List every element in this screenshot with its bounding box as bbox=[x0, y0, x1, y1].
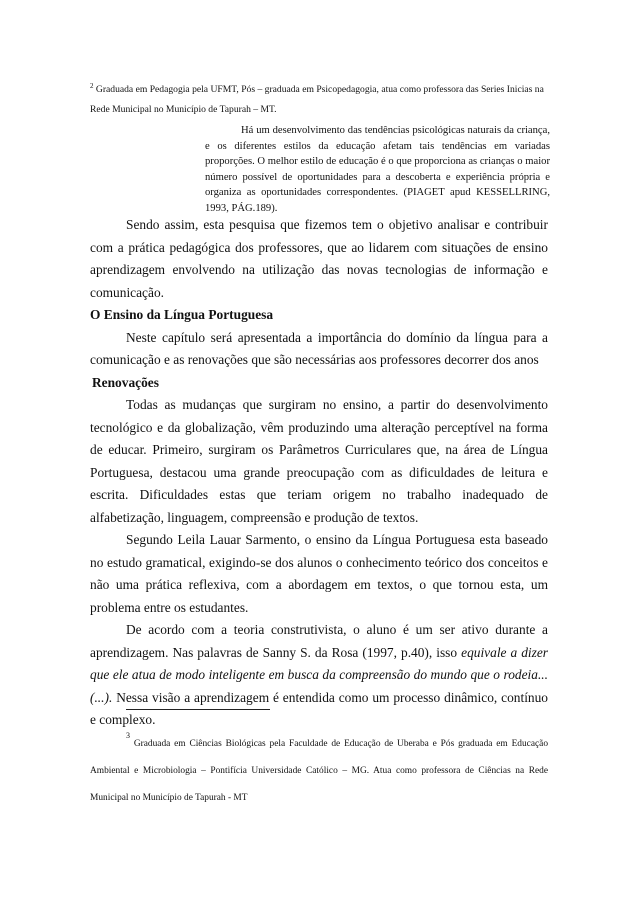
footnote-text: Graduada em Pedagogia pela UFMT, Pós – graduada em Psicopedagogia, atua como professora das Series Inicias na Rede Municipal no Município de Tapurah – MT. bbox=[90, 84, 544, 116]
quote-text: Há um desenvolvimento das tendências psicológicas naturais da criança, e os diferentes estilos da educação afetam tais tendências em variadas proporções. O melhor estilo de educação é o que proporciona as crianças o maior número possível de oportunidades para a descoberta e experiência própria e organiza as oportunidades correspondentes. (PIAGET apud KESSELLRING, 1993, PÁG.189). bbox=[205, 125, 550, 214]
paragraph: Neste capítulo será apresentada a importância do domínio da língua para a comunicação e as renovações que são necessárias aos professores decorrer dos anos bbox=[90, 329, 548, 367]
paragraph bbox=[90, 619, 548, 732]
section-heading: O Ensino da Língua Portuguesa bbox=[90, 307, 274, 322]
paragraph: Segundo Leila Lauar Sarmento, o ensino da Língua Portuguesa esta baseado no estudo gramatical, exigindo-se dos alunos o conhecimento teórico dos conceitos e não uma prática reflexiva, com a abordagem em textos, o que tornou esta, um problema entre os estudantes. bbox=[90, 532, 548, 615]
footnote-number: 3 bbox=[126, 731, 130, 740]
section-heading: Renovações bbox=[92, 374, 159, 390]
block-quote bbox=[205, 123, 550, 217]
footnote-separator bbox=[126, 709, 270, 710]
body-text bbox=[90, 214, 548, 732]
footnote-2 bbox=[90, 76, 550, 120]
paragraph-text: Nessa visão a aprendizagem é entendida como um processo dinâmico, contínuo e complexo. bbox=[90, 689, 548, 727]
paragraph: Sendo assim, esta pesquisa que fizemos tem o objetivo analisar e contribuir com a prática pedagógica dos professores, que ao lidarem com situações de ensino aprendizagem envolvendo na utilização das novas tecnologias de informação e comunicação. bbox=[90, 217, 548, 300]
paragraph: Todas as mudanças que surgiram no ensino, a partir do desenvolvimento tecnológico e da globalização, vêm produzindo uma alteração perceptível na forma de educar. Primeiro, surgiram os Parâmetros Curriculares que, na área de Língua Portuguesa, destacou uma grande preocupação com as dificuldades de leitura e escrita. Dificuldades estas que teriam origem no trabalho inadequado de alfabetização, linguagem, compreensão e produção de textos. bbox=[90, 397, 548, 525]
italic-quote: equivale a dizer que ele atua de modo inteligente em busca da compreensão do mundo que o rodeia...(...). bbox=[90, 644, 549, 705]
footnote-3 bbox=[90, 722, 548, 812]
footnote-text: Graduada em Ciências Biológicas pela Faculdade de Educação de Uberaba e Pós graduada em Educação Ambiental e Microbiologia – Pontifícia Universidade Católico – MG. Atua como professora de Ciências na Rede Municipal no Município de Tapurah - MT bbox=[90, 739, 549, 803]
paragraph-text: De acordo com a teoria construtivista, o aluno é um ser ativo durante a aprendizagem. Nas palavras de Sanny S. da Rosa (1997, p.40), isso bbox=[90, 622, 548, 660]
footnote-number: 2 bbox=[90, 82, 94, 90]
